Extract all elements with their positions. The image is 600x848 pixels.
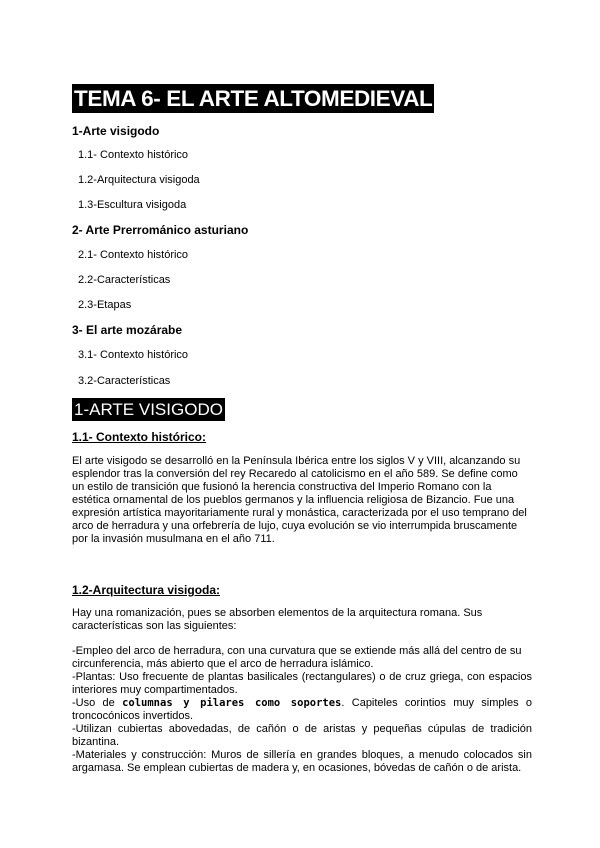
toc-item-1-3: 1.3-Escultura visigoda xyxy=(78,199,187,211)
toc-item-1-2: 1.2-Arquitectura visigoda xyxy=(78,174,200,186)
toc-item-2-3: 2.3-Etapas xyxy=(78,299,132,311)
paragraph-contexto-historico: El arte visigodo se desarrolló en la Península Ibérica entre los siglos V y VIII, alcanzando su esplendor tras la conversión del rey Recaredo al catolicismo en el año 589. Se define como un estilo de transición que fusionó la herencia constructiva del Imperio Romano con la estética ornamental de los pueblos germanos y la influencia religiosa de Bizancio. Fue una expresión artística mayoritariamente rural y monástica, caracterizada por el uso temprano del arco de herradura y una orfebrería de lujo, cuya evolución se vio interrumpida bruscamente por la invasión musulmana en el año 711. xyxy=(72,455,527,545)
list-item-arco-herradura: -Empleo del arco de herradura, con una curvatura que se extiende más allá del centro de su circunferencia, más abierto que el arco de herradura islámico. xyxy=(72,645,522,670)
subheading-contexto-historico: 1.1- Contexto histórico: xyxy=(72,430,207,444)
paragraph-arquitectura-intro: Hay una romanización, pues se absorben elementos de la arquitectura romana. Sus características son las siguientes: xyxy=(72,607,483,632)
toc-item-2-2: 2.2-Características xyxy=(78,274,171,286)
list-item-materiales: -Materiales y construcción: Muros de sillería en grandes bloques, a menudo colocados sin argamasa. Se emplean cubiertas de madera y, en ocasiones, bóvedas de cañón o de arista. xyxy=(72,749,532,774)
page-title: TEMA 6- EL ARTE ALTOMEDIEVAL xyxy=(74,86,433,111)
toc-item-3-1: 3.1- Contexto histórico xyxy=(78,349,189,361)
toc-item-1-1: 1.1- Contexto histórico xyxy=(78,149,189,161)
toc-item-3-2: 3.2-Características xyxy=(78,375,171,387)
list-item-soportes xyxy=(72,697,532,723)
soportes-text-end: . Capiteles corintios muy simples o troncocónicos invertidos. xyxy=(72,697,532,722)
toc-section-1: 1-Arte visigodo xyxy=(72,124,160,138)
soportes-text-start: -Uso de xyxy=(72,697,123,709)
list-item-plantas: -Plantas: Uso frecuente de plantas basilicales (rectangulares) o de cruz griega, con espacios interiores muy compartimentados. xyxy=(72,671,532,696)
subheading-arquitectura-visigoda: 1.2-Arquitectura visigoda: xyxy=(72,583,221,597)
toc-section-3: 3- El arte mozárabe xyxy=(72,323,183,337)
toc-item-2-1: 2.1- Contexto histórico xyxy=(78,249,189,261)
toc-section-2: 2- Arte Prerrománico asturiano xyxy=(72,223,249,237)
soportes-emphasis: columnas y pilares como soportes xyxy=(122,697,342,709)
list-item-cubiertas: -Utilizan cubiertas abovedadas, de cañón o de aristas y pequeñas cúpulas de tradición bizantina. xyxy=(72,723,532,748)
section-heading-arte-visigodo: 1-ARTE VISIGODO xyxy=(74,400,223,419)
